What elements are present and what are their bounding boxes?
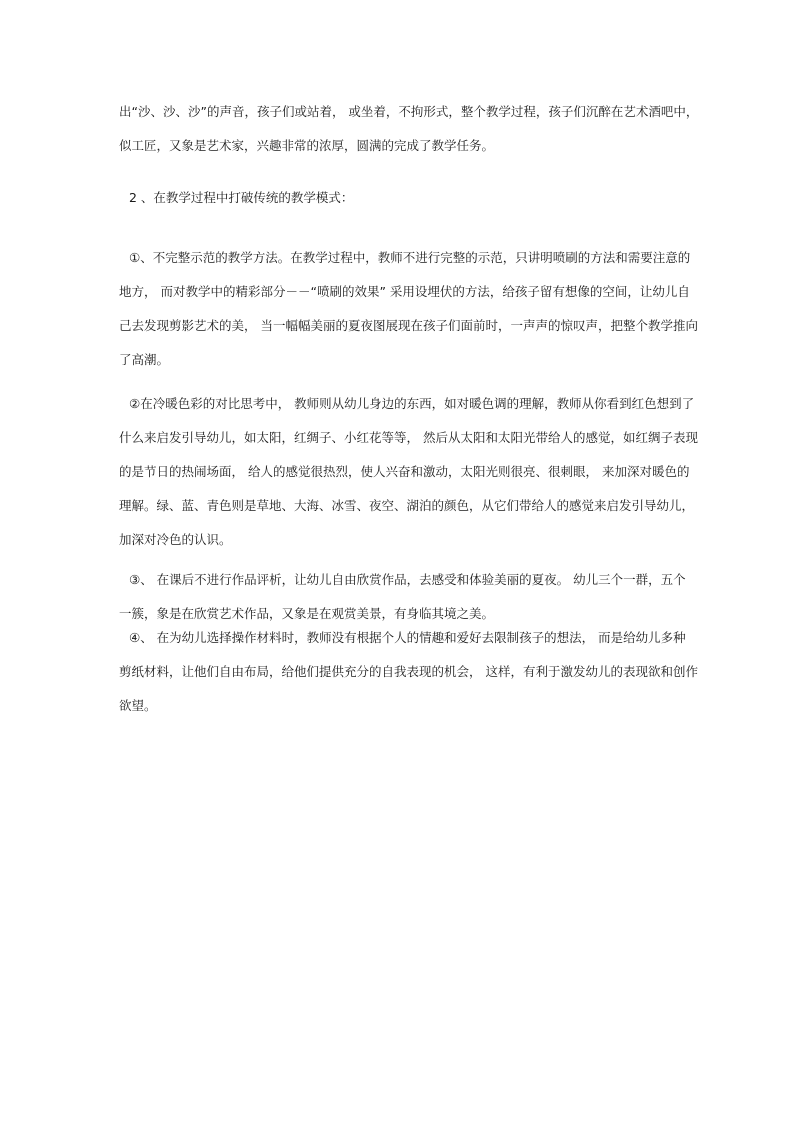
text-line: 出“沙、沙、沙”的声音，孩子们或站着， 或坐着，不拘形式，整个教学过程，孩子们沉醉在艺术酒吧中， <box>119 104 699 119</box>
text-line: ①、不完整示范的教学方法。在教学过程中，教师不进行完整的示范，只讲明喷刷的方法和需要注意的 <box>129 250 691 265</box>
text-line: ②在冷暖色彩的对比思考中， 教师则从幼儿身边的东西，如对暖色调的理解，教师从你看到红色想到了 <box>129 396 695 411</box>
paragraph-materials <box>119 621 698 723</box>
text-line: 理解。绿、蓝、青色则是草地、大海、冰雪、夜空、湖泊的颜色，从它们带给人的感觉来启发引导幼儿， <box>119 498 695 513</box>
paragraph-continuation <box>119 95 699 163</box>
text-line: 加深对冷色的认识。 <box>119 532 232 547</box>
paragraph-incomplete-demo <box>119 241 698 377</box>
paragraph-color-contrast <box>119 387 698 557</box>
text-line: 地方， 而对教学中的精彩部分－－“喷刷的效果” 采用设埋伏的方法，给孩子留有想像的空间，让幼儿自 <box>119 284 690 299</box>
text-line: 一簇，象是在欣赏艺术作品，又象是在观赏美景，有身临其境之美。 <box>119 606 495 621</box>
section-heading <box>119 181 679 215</box>
text-line: ③、 在课后不进行作品评析，让幼儿自由欣赏作品，去感受和体验美丽的夏夜。 幼儿三个一群，五个 <box>129 572 686 587</box>
text-line: ④、 在为幼儿选择操作材料时，教师没有根据个人的情趣和爱好去限制孩子的想法， 而是给幼儿多种 <box>129 630 686 645</box>
text-line: 了高潮。 <box>119 352 170 367</box>
text-line: 己去发现剪影艺术的美， 当一幅幅美丽的夏夜图展现在孩子们面前时，一声声的惊叹声，把整个教学推向 <box>119 318 698 333</box>
text-line: 的是节日的热闹场面， 给人的感觉很热烈，使人兴奋和激动，太阳光则很亮、很刺眼， 来加深对暖色的 <box>119 464 690 479</box>
text-line: 什么来启发引导幼儿，如太阳，红绸子、小红花等等， 然后从太阳和太阳光带给人的感觉，如红绸子表现 <box>119 430 698 445</box>
text-line: 欲望。 <box>119 698 157 713</box>
text-line: 剪纸材料，让他们自由布局，给他们提供充分的自我表现的机会， 这样，有利于激发幼儿的表现欲和创作 <box>119 664 698 679</box>
text-line: 似工匠，又象是艺术家，兴趣非常的浓厚，圆满的完成了教学任务。 <box>119 138 495 153</box>
text-line: 2 、在教学过程中打破传统的教学模式： <box>129 190 354 205</box>
